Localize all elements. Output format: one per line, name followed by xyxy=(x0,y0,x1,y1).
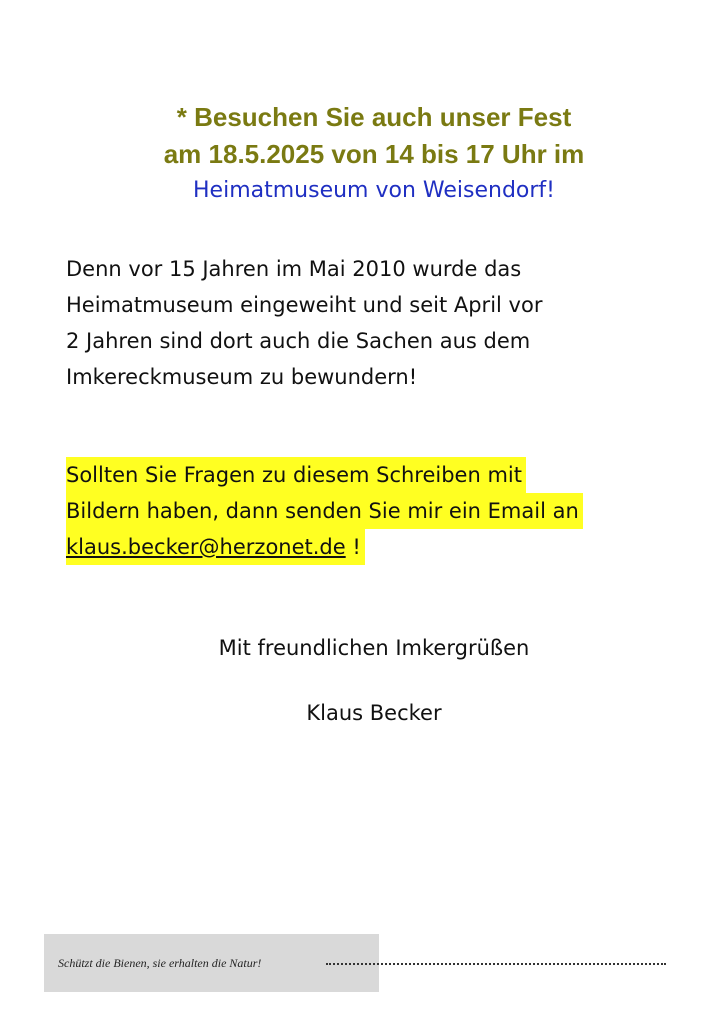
contact-line xyxy=(66,493,686,529)
event-location: Heimatmuseum von Weisendorf! xyxy=(193,178,555,203)
museum-paragraph-line: Imkereckmuseum zu bewundern! xyxy=(66,365,418,389)
highlighted-text: Bildern haben, dann senden Sie mir ein Email an xyxy=(66,493,583,529)
email-suffix: ! xyxy=(345,535,361,559)
dotted-divider xyxy=(326,963,666,965)
email-link[interactable]: klaus.becker@herzonet.de xyxy=(66,535,346,559)
museum-paragraph-line: 2 Jahren sind dort auch die Sachen aus dem xyxy=(66,329,531,353)
event-headline-line-1: * Besuchen Sie auch unser Fest xyxy=(176,102,572,132)
contact-line xyxy=(66,457,686,493)
museum-paragraph-line: Heimatmuseum eingeweiht und seit April vor xyxy=(66,293,543,317)
highlighted-text xyxy=(66,529,365,565)
footer-motto: Schützt die Bienen, sie erhalten die Natur! xyxy=(58,956,262,970)
museum-paragraph-line: Denn vor 15 Jahren im Mai 2010 wurde das xyxy=(66,257,522,281)
signature-name: Klaus Becker xyxy=(306,701,442,725)
museum-paragraph xyxy=(66,251,686,395)
event-headline-line-2: am 18.5.2025 von 14 bis 17 Uhr im xyxy=(163,139,585,169)
closing-greeting: Mit freundlichen Imkergrüßen xyxy=(218,636,530,660)
contact-line xyxy=(66,529,686,565)
highlighted-text: Sollten Sie Fragen zu diesem Schreiben mit xyxy=(66,457,526,493)
contact-paragraph xyxy=(66,457,686,565)
